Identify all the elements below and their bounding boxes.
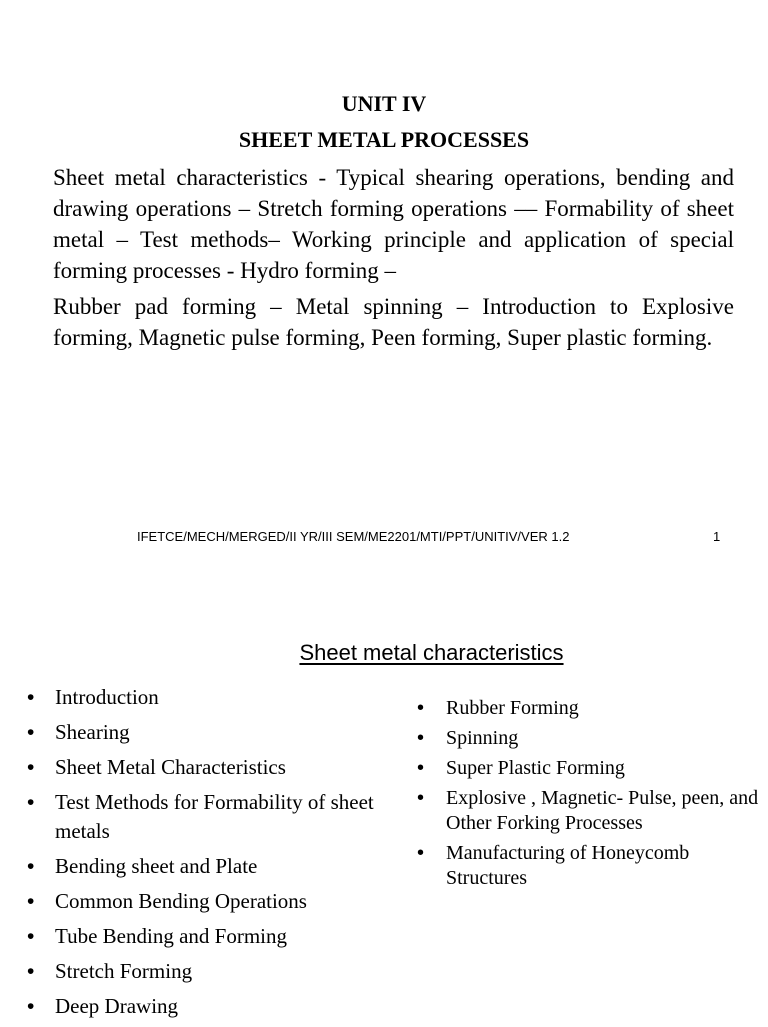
bullet-icon: • [27,721,35,744]
bullet-icon: • [27,686,35,709]
syllabus-paragraph-1: Sheet metal characteristics - Typical shearing operations, bending and drawing operations – Stretch forming operations –– Formability of sheet metal – Test methods– Working principle and application of special forming processes - Hydro forming – [53,165,734,283]
bullet-icon: • [417,842,425,864]
bullet-icon: • [27,925,35,948]
list-item [417,756,767,781]
topic-list-right [417,696,767,896]
list-item-label: Shearing [55,720,130,744]
bullet-icon: • [27,960,35,983]
list-item [27,957,387,986]
bullet-icon: • [27,890,35,913]
list-item [417,786,767,836]
list-item [27,788,387,846]
slide-title: Sheet metal characteristics [299,640,564,665]
list-item-label: Deep Drawing [55,994,179,1018]
bullet-icon: • [27,791,35,814]
list-item [417,726,767,751]
page-title: SHEET METAL PROCESSES [238,127,530,152]
slide-page-number: 1 [713,529,721,544]
unit-heading: UNIT IV [341,91,427,116]
list-item [27,992,387,1021]
list-item-label: Tube Bending and Forming [55,924,287,948]
list-item [27,718,387,747]
bullet-icon: • [417,727,425,749]
list-item [27,922,387,951]
list-item-label: Explosive , Magnetic- Pulse, peen, and Other Forking Processes [446,787,759,834]
list-item [417,841,767,891]
bullet-icon: • [27,855,35,878]
slide-footer-code: IFETCE/MECH/MERGED/II YR/III SEM/ME2201/MTI/PPT/UNITIV/VER 1.2 [137,529,570,544]
slide-sheet-metal-characteristics [0,560,768,1024]
list-item-label: Rubber Forming [446,697,579,719]
bullet-icon: • [417,697,425,719]
list-item-label: Introduction [55,685,159,709]
bullet-icon: • [27,756,35,779]
bullet-icon: • [417,787,425,809]
list-item-label: Spinning [446,727,519,749]
bullet-icon: • [417,757,425,779]
list-item [27,753,387,782]
list-item-label: Super Plastic Forming [446,757,625,779]
list-item [27,887,387,916]
list-item-label: Common Bending Operations [55,889,307,913]
list-item [417,696,767,721]
syllabus-paragraph-2: Rubber pad forming – Metal spinning – Introduction to Explosive forming, Magnetic pulse forming, Peen forming, Super plastic forming. [53,294,734,350]
list-item [27,852,387,881]
bullet-icon: • [27,995,35,1018]
list-item-label: Sheet Metal Characteristics [55,755,286,779]
topic-list-left [27,683,387,1027]
list-item-label: Manufacturing of Honeycomb Structures [446,842,690,889]
list-item-label: Test Methods for Formability of sheet metals [55,790,374,843]
list-item [27,683,387,712]
list-item-label: Stretch Forming [55,959,193,983]
list-item-label: Bending sheet and Plate [55,854,258,878]
